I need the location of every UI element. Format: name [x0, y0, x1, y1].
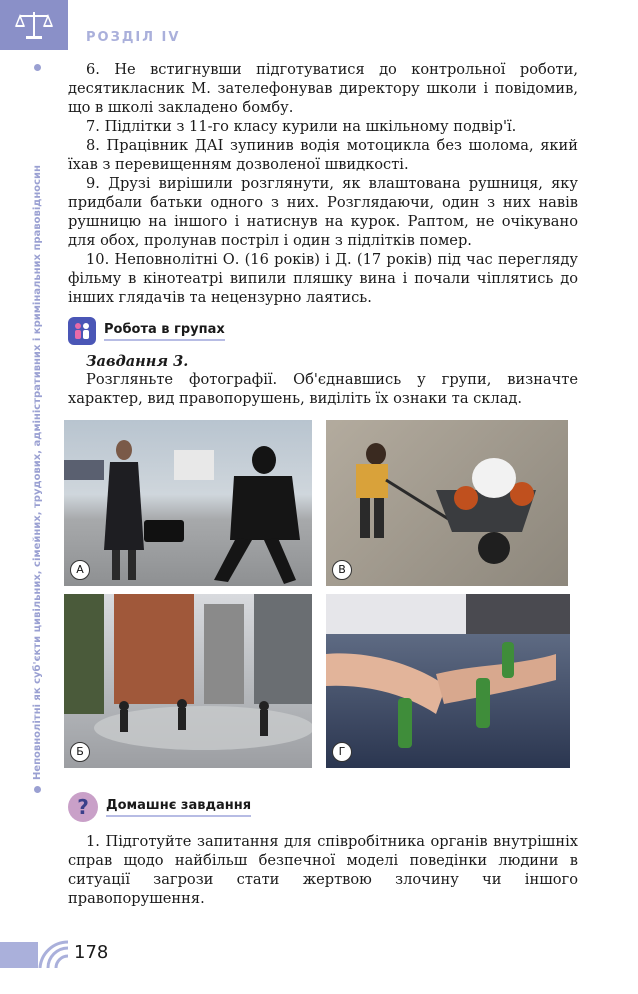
- footer-arc-icon: [0, 938, 70, 968]
- paragraph-8: 8. Працівник ДАІ зупинив водія мотоцикла без шолома, який їхав з перевищенням дозволеної швидкості.: [68, 137, 578, 173]
- homework-title: Домашнє завдання: [106, 798, 251, 817]
- photo-g: [326, 594, 570, 768]
- sidebar-vertical-text: Неповнолітні як суб'єкти цивільних, сімейних, трудових, адміністративних і кримінальних правовідносин: [32, 165, 43, 780]
- paragraph-10: 10. Неповнолітні О. (16 років) і Д. (17 років) під час перегляду фільму в кінотеатрі випили пляшку вина і почали чіплятись до інших глядачів та нецензурно лаятись.: [68, 251, 578, 306]
- paragraph-6: 6. Не встигнувши підготуватися до контрольної роботи, десятикласник М. зателефонував директору школи і повідомив, що в школі закладено бомбу.: [68, 61, 578, 116]
- sidebar-dot-bottom: [34, 786, 41, 793]
- homework-text: 1. Підготуйте запитання для співробітника органів внутрішніх справ щодо найбільш безпечної моделі поведінки людини в ситуації загрози стати жертвою злочину чи іншого правопорушення.: [68, 833, 578, 907]
- group-work-icon: [68, 317, 96, 345]
- question-icon: ?: [68, 792, 98, 822]
- page-content: [68, 60, 578, 908]
- section-badge: [0, 0, 68, 50]
- page-number: 178: [74, 942, 109, 963]
- group-work-title: Робота в групах: [104, 322, 225, 341]
- paragraph-9: 9. Друзі вирішили розглянути, як влаштована рушниця, яку придбали батьки одного з них. Розглядаючи, один з них навів рушницю на іншого і натиснув на курок. Раптом, не очікувано для обох, пролунав постріл і один з підлітків помер.: [68, 175, 578, 249]
- homework-header: [68, 792, 578, 822]
- photo-riot-label: Б: [70, 742, 90, 762]
- task-text: Розгляньте фотографії. Об'єднавшись у групи, визначте характер, вид правопорушень, виділіть їх ознаки та склад.: [68, 371, 578, 407]
- task-label: Завдання 3.: [86, 353, 189, 370]
- paragraph-7: 7. Підлітки з 11-го класу курили на шкільному подвір'ї.: [86, 118, 517, 135]
- photo-a: [64, 420, 312, 586]
- photo-grid: [68, 416, 578, 776]
- group-work-header: [68, 317, 578, 345]
- scales-icon: [14, 8, 54, 42]
- photo-b: [326, 420, 568, 586]
- photo-riot: [64, 594, 312, 768]
- photo-b-label: В: [332, 560, 352, 580]
- section-title: РОЗДІЛ IV: [86, 30, 181, 45]
- photo-g-label: Г: [332, 742, 352, 762]
- photo-a-label: А: [70, 560, 90, 580]
